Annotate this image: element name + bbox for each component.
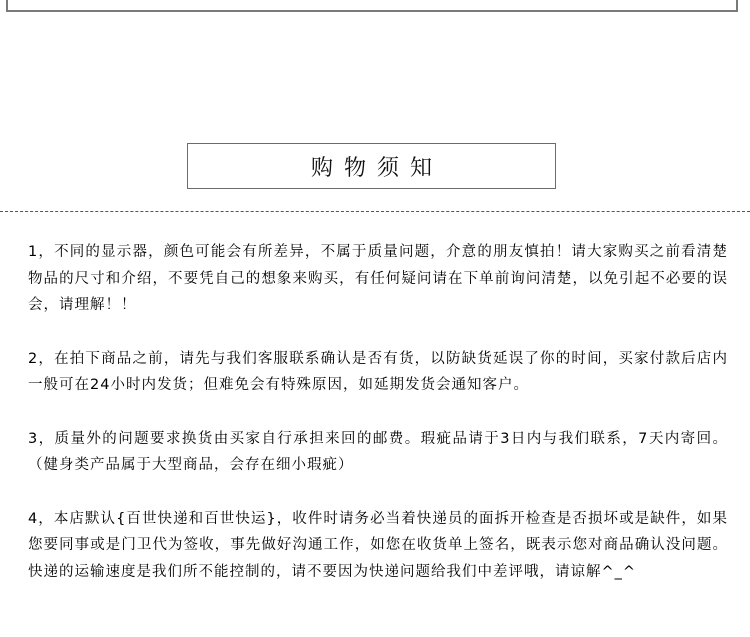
title-box <box>187 143 556 189</box>
dashed-divider <box>0 211 750 212</box>
notes-list <box>28 239 728 612</box>
page-title: 购物须知 <box>310 155 443 181</box>
top-frame <box>6 0 738 12</box>
note-item: 1，不同的显示器，颜色可能会有所差异，不属于质量问题，介意的朋友慎拍！请大家购买之前看清楚物品的尺寸和介绍，不要凭自己的想象来购买，有任何疑问请在下单前询问清楚，以免引起不必要的误会，请理解！！ <box>28 244 728 313</box>
note-item: 3，质量外的问题要求换货由买家自行承担来回的邮费。瑕疵品请于3日内与我们联系，7天内寄回。（健身类产品属于大型商品，会存在细小瑕疵） <box>28 430 728 473</box>
note-item: 2，在拍下商品之前，请先与我们客服联系确认是否有货，以防缺货延误了你的时间，买家付款后店内一般可在24小时内发货；但难免会有特殊原因，如延期发货会通知客户。 <box>28 350 728 393</box>
note-item: 4，本店默认{百世快递和百世快运}，收件时请务必当着快递员的面拆开检查是否损坏或是缺件，如果您要同事或是门卫代为签收，事先做好沟通工作，如您在收货单上签名，既表示您对商品确认没问题。快递的运输速度是我们所不能控制的，请不要因为快递问题给我们中差评哦，请谅解^_^ <box>28 510 728 580</box>
